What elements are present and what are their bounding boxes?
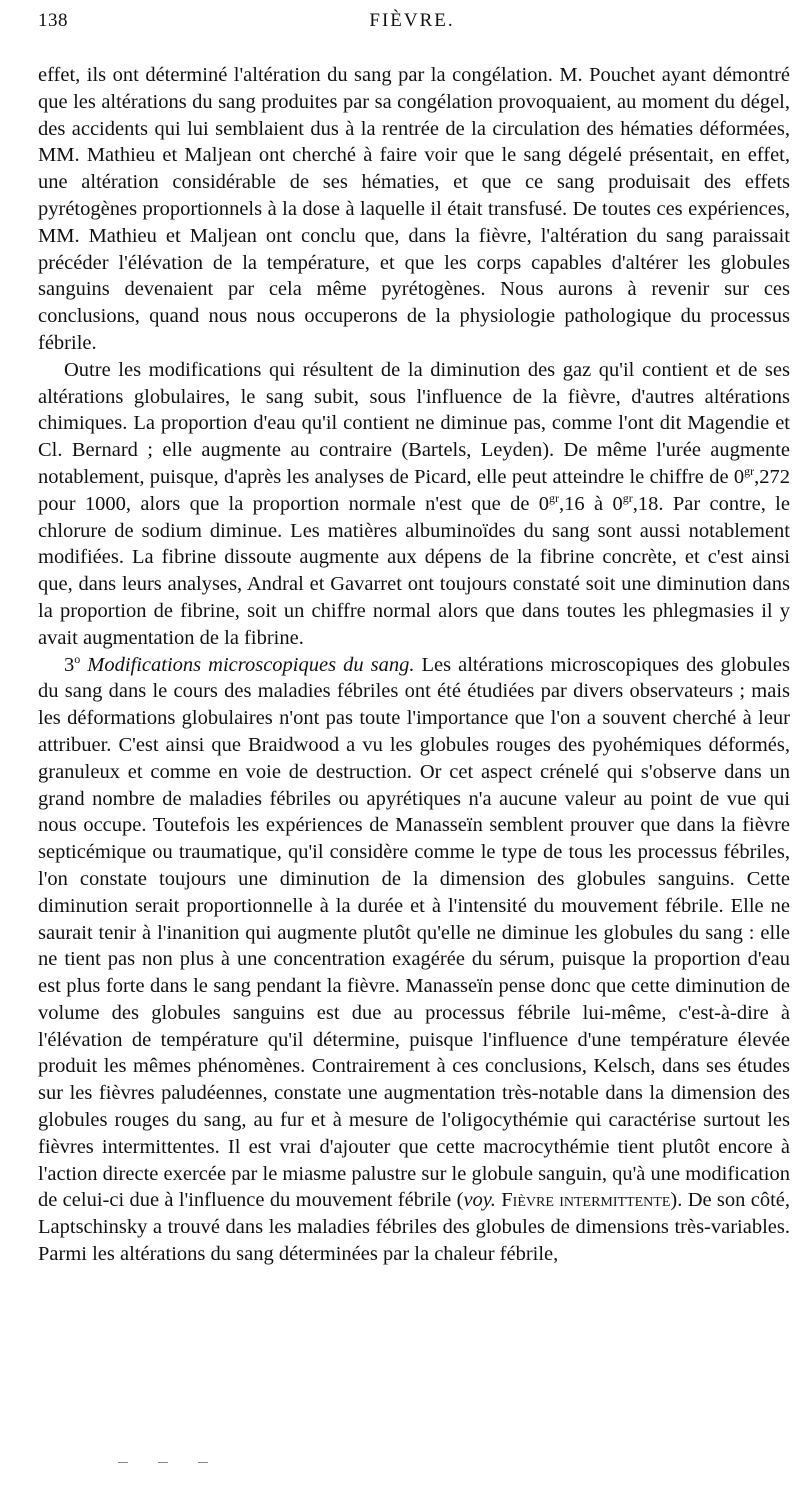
text-run: ). De son côté, Laptschinsky a trouvé dans les maladies fébriles des globules de dimensions très-variables. Parmi les altérations du sang déterminées par la chaleur fébrile, [38, 1189, 791, 1266]
text-run: ,18. Par contre, le chlorure de sodium diminue. Les matières albuminoïdes du sang sont aussi notablement modifiées. La fibrine dissoute augmente aux dépens de la fibrine concrète, et c'est ainsi que, dans leurs analyses, Andral et Gavarret ont toujours constaté soit une diminution dans la proportion de fibrine, soit un chiffre normal alors que dans toutes les phlegmasies il y avait augmentation de la fibrine. [38, 492, 790, 649]
body-text [38, 62, 790, 1268]
text-run: gr [622, 490, 633, 505]
text-run: effet, ils ont déterminé l'altération du sang par la congélation. M. Pouchet ayant démontré que les altérations du sang produites par sa congélation provoquaient, au moment du dégel, des accidents qui lui semblaient dus à la rentrée de la circulation des hématies déformées, MM. Mathieu et Maljean ont cherché à faire voir que le sang dégelé présentait, en effet, une altération considérable de ses hématies, et que ce sang produisait des effets pyrétogènes proportionnels à la dose à laquelle il était transfusé. De toutes ces expériences, MM. Mathieu et Maljean ont conclu que, dans la fièvre, l'altération du sang paraissait précéder l'élévation de la température, et que les corps capables d'altérer les globules sanguins devenaient par cela même pyrétogènes. Nous aurons à revenir sur ces conclusions, quand nous nous occuperons de la physiologie pathologique du processus fébrile. [38, 64, 790, 354]
text-run: voy. [463, 1189, 496, 1212]
text-run: o [74, 651, 81, 666]
text-run: ,16 à 0 [559, 492, 623, 515]
running-header [38, 10, 786, 44]
page-number: 138 [38, 10, 68, 31]
bottom-marks [118, 1462, 318, 1472]
text-run: Les altérations microscopiques des globules du sang dans le cours des maladies fébriles ont été étudiées par divers observateurs ; mais les déformations globulaires n'ont pas toute l'importance que l'on a souvent cherché à leur attribuer. C'est ainsi que Braidwood a vu les globules rouges des pyohémiques déformés, granuleux et comme en voie de destruction. Or cet aspect crénelé qui s'observe dans un grand nombre de maladies fébriles ou apyrétiques n'a aucune valeur au point de vue qui nous occupe. Toutefois les expériences de Manasseïn semblent prouver que dans la fièvre septicémique ou traumatique, qu'il considère comme le type de tous les processus fébriles, l'on constate toujours une diminution de la dimension des globules sanguins. Cette diminution serait proportionnelle à la durée et à l'intensité du mouvement fébrile. Elle ne saurait tenir à l'inanition qui augmente plutôt qu'elle ne diminue les globules du sang : elle ne tient pas non plus à une concentration exagérée du sérum, puisque la proportion d'eau est plus forte dans le sang pendant la fièvre. Manasseïn pense donc que cette diminution de volume des globules sanguins est due au processus fébrile lui-même, c'est-à-dire à l'élévation de température qu'il détermine, puisque l'influence d'une température élevée produit les mêmes phénomènes. Contrairement à ces conclusions, Kelsch, dans ses études sur les fièvres paludéennes, constate une augmentation très-notable dans la dimension des globules rouges du sang, au fur et à mesure de l'oligocythémie qui caractérise surtout les fièvres intermittentes. Il est vrai d'ajouter que cette macrocythémie tient plutôt encore à l'action directe exercée par le miasme palustre sur le globule sanguin, qu'à une modification de celui-ci due à l'influence du mouvement fébrile ( [38, 653, 790, 1212]
mark [158, 1462, 168, 1463]
text-run: gr [549, 490, 560, 505]
text-run: gr [744, 464, 755, 479]
running-title: FIÈVRE. [369, 10, 455, 31]
text-run: Modifications microscopiques du sang. [87, 653, 415, 676]
text-run: Fièvre intermittente [501, 1189, 671, 1212]
paragraph [38, 652, 790, 1268]
mark [198, 1462, 208, 1463]
page [38, 0, 791, 1499]
text-run: Outre les modifications qui résultent de la diminution des gaz qu'il contient et de ses altérations globulaires, le sang subit, sous l'influence de la fièvre, d'autres altérations chimiques. La proportion d'eau qu'il contient ne diminue pas, comme l'ont dit Magendie et Cl. Bernard ; elle augmente au contraire (Bartels, Leyden). De même l'urée augmente notablement, puisque, d'après les analyses de Picard, elle peut atteindre le chiffre de 0 [38, 358, 790, 488]
paragraph [38, 357, 790, 652]
mark [118, 1462, 128, 1463]
text-run: ,272 pour 1000, alors que la proportion normale n'est que de 0 [38, 465, 790, 515]
text-run: 3 [64, 653, 75, 676]
paragraph [38, 62, 790, 357]
